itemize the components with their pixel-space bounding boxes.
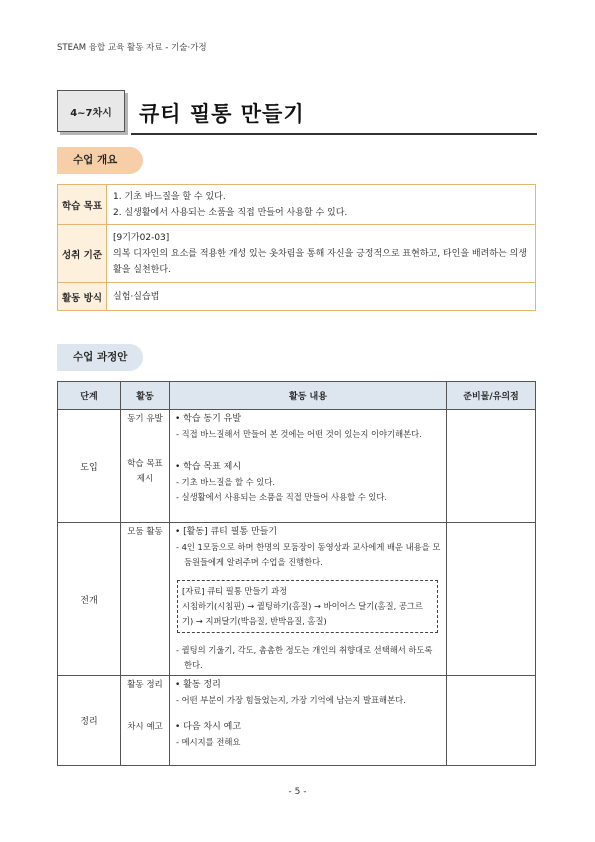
activity-label: 제시 [136,474,154,484]
overview-content [107,225,536,283]
content-subitem: - 기초 바느질을 할 수 있다. [176,477,275,487]
content-subitem: - 직접 바느질해서 만들어 본 것에는 어떤 것이 있는지 이야기해본다. [176,429,422,439]
plan-row-intro [58,410,536,523]
overview-row-method [58,283,536,311]
lesson-plan-table [57,381,536,766]
page-number: - 5 - [288,787,307,797]
document-header: STEAM 융합 교육 활동 자료 - 기술·가정 [57,43,207,53]
prep-cell [447,410,536,523]
plan-header-row [58,382,536,410]
content-subitem: - 퀼팅의 기울기, 각도, 촘촘한 정도는 개인의 취향대로 선택해서 하도록 한다. [176,645,433,670]
content-bullet: • 학습 동기 유발 [175,414,242,424]
overview-label: 학습 목표 [58,185,107,225]
material-box [177,580,438,633]
overview-row-objectives [58,185,536,225]
column-header: 단계 [58,382,121,410]
prep-cell [447,523,536,676]
content-cell [170,410,447,523]
plan-row-develop [58,523,536,676]
stage-label: 전개 [58,523,121,676]
overview-line: 의복 디자인의 요소를 적용한 개성 있는 옷차림을 통해 자신을 긍정적으로 표현하고, 타인을 배려하는 의생활을 실천한다. [113,248,527,275]
activity-cell [121,523,170,676]
material-title: [자료] 큐티 필통 만들기 과정 [182,586,288,596]
lesson-badge-label: 4~7차시 [70,107,112,119]
overview-label: 활동 방식 [58,283,107,311]
overview-line: 2. 실생활에서 사용되는 소품을 직접 만들어 사용할 수 있다. [113,207,348,218]
overview-row-standards [58,225,536,283]
activity-cell [121,676,170,766]
content-bullet: • [활동] 큐티 필통 만들기 [175,527,278,537]
overview-content [107,185,536,225]
activity-label: 활동 정리 [127,680,163,690]
prep-cell [447,676,536,766]
content-subitem: - 어떤 부분이 가장 힘들었는지, 가장 기억에 남는지 발표해본다. [176,695,406,705]
content-bullet: • 학습 목표 제시 [175,462,242,472]
content-subitem: - 실생활에서 사용되는 소품을 직접 만들어 사용할 수 있다. [176,492,388,502]
lesson-badge [57,90,125,132]
activity-label: 차시 예고 [127,722,163,732]
overview-heading: 수업 개요 [57,147,143,174]
activity-cell [121,410,170,523]
column-header: 활동 [121,382,170,410]
stage-label: 도입 [58,410,121,523]
title-underline [131,133,537,135]
content-cell [170,676,447,766]
activity-label: 학습 목표 [127,459,163,469]
overview-line: 실험·실습법 [113,291,160,302]
overview-table [57,184,536,311]
page-title: 큐티 필통 만들기 [139,102,305,126]
plan-row-closing [58,676,536,766]
content-bullet: • 활동 정리 [175,680,221,690]
stage-label: 정리 [58,676,121,766]
material-steps: 시침하기(시침핀) → 퀼팅하기(홈질) → 바이어스 달기(홈질, 공그르기) → 지퍼달기(박음질, 반박음질, 홈질) [182,601,423,626]
content-subitem: - 4인 1모둠으로 하며 한명의 모둠장이 동영상과 교사에게 배운 내용을 모둠원들에게 알려주며 수업을 진행한다. [176,542,441,567]
content-bullet: • 다음 차시 예고 [175,722,242,732]
content-cell [170,523,447,676]
overview-label: 성취 기준 [58,225,107,283]
activity-label: 동기 유발 [127,414,163,424]
column-header: 준비물/유의점 [447,382,536,410]
overview-line: [9기가02-03] [113,232,170,243]
activity-label: 모둠 활동 [127,527,163,537]
overview-content [107,283,536,311]
overview-line: 1. 기초 바느질을 할 수 있다. [113,191,226,202]
content-subitem: - 메시지를 전해요 [176,737,241,747]
plan-heading: 수업 과정안 [57,344,143,371]
column-header: 활동 내용 [170,382,447,410]
